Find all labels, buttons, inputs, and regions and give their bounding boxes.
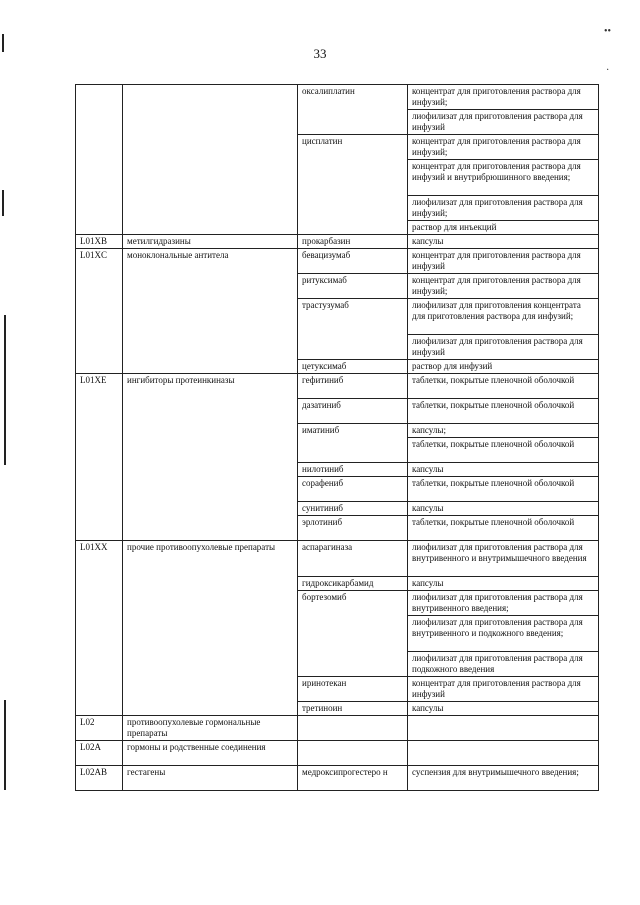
table-row [76,249,599,274]
dosage-form-cell: лиофилизат для приготовления раствора для инфузий; [408,196,599,221]
dosage-form-cell [408,716,599,741]
drug-name-cell: медроксипрогестеро н [298,766,408,791]
table-row [76,235,599,249]
dosage-form-cell: концентрат для приготовления раствора для инфузий [408,249,599,274]
dosage-form-cell: концентрат для приготовления раствора для инфузий и внутрибрюшинного введения; [408,160,599,196]
atc-code-cell: L02AB [76,766,123,791]
drug-name-cell: трастузумаб [298,299,408,360]
dosage-form-cell: капсулы [408,502,599,516]
group-name-cell: прочие противоопухолевые препараты [123,541,298,716]
drug-name-cell: гидроксикарбамид [298,577,408,591]
dosage-form-cell: лиофилизат для приготовления раствора для инфузий [408,335,599,360]
atc-code-cell: L01XX [76,541,123,716]
scan-edge-mark [4,700,6,790]
corner-mark-top: •• [604,26,612,37]
dosage-form-cell: таблетки, покрытые пленочной оболочкой [408,477,599,502]
group-name-cell: противоопухолевые гормональные препараты [123,716,298,741]
drug-name-cell: аспарагиназа [298,541,408,577]
dosage-form-cell: лиофилизат для приготовления концентрата для приготовления раствора для инфузий; [408,299,599,335]
dosage-form-cell: лиофилизат для приготовления раствора для внутривенного и внутримышечного введения [408,541,599,577]
drug-name-cell: прокарбазин [298,235,408,249]
drug-name-cell: сорафениб [298,477,408,502]
dosage-form-cell: таблетки, покрытые пленочной оболочкой [408,399,599,424]
dosage-form-cell: таблетки, покрытые пленочной оболочкой [408,516,599,541]
drug-name-cell: гефитиниб [298,374,408,399]
drug-name-cell [298,716,408,741]
dosage-form-cell: раствор для инфузий [408,360,599,374]
dosage-form-cell: раствор для инъекций [408,221,599,235]
drug-name-cell: ритуксимаб [298,274,408,299]
corner-mark-second: ․ [606,62,610,73]
page-number: 33 [313,46,327,61]
table-row [76,374,599,399]
drug-table [75,84,599,791]
table-row [76,716,599,741]
dosage-form-cell: концентрат для приготовления раствора для инфузий; [408,274,599,299]
group-name-cell: гормоны и родственные соединения [123,741,298,766]
atc-code-cell: L02 [76,716,123,741]
atc-code-cell [76,85,123,235]
drug-name-cell: оксалиплатин [298,85,408,135]
dosage-form-cell: лиофилизат для приготовления раствора для инфузий [408,110,599,135]
atc-code-cell: L01XC [76,249,123,374]
drug-name-cell: иматиниб [298,424,408,463]
group-name-cell [123,85,298,235]
table-row [76,741,599,766]
dosage-form-cell [408,741,599,766]
scan-edge-mark [4,315,6,465]
table-row [76,85,599,110]
drug-name-cell [298,741,408,766]
dosage-form-cell: капсулы [408,235,599,249]
atc-code-cell: L01XE [76,374,123,541]
dosage-form-cell: капсулы [408,702,599,716]
dosage-form-cell: капсулы [408,577,599,591]
drug-name-cell: бортезомиб [298,591,408,677]
drug-name-cell: иринотекан [298,677,408,702]
dosage-form-cell: таблетки, покрытые пленочной оболочкой [408,374,599,399]
dosage-form-cell: лиофилизат для приготовления раствора для подкожного введения [408,652,599,677]
drug-name-cell: эрлотиниб [298,516,408,541]
dosage-form-cell: концентрат для приготовления раствора для инфузий; [408,135,599,160]
table-row [76,766,599,791]
drug-name-cell: цетуксимаб [298,360,408,374]
table-row [76,541,599,577]
group-name-cell: ингибиторы протеинкиназы [123,374,298,541]
drug-name-cell: дазатиниб [298,399,408,424]
dosage-form-cell: таблетки, покрытые пленочной оболочкой [408,438,599,463]
dosage-form-cell: суспензия для внутримышечного введения; [408,766,599,791]
dosage-form-cell: концентрат для приготовления раствора для инфузий [408,677,599,702]
dosage-form-cell: капсулы [408,463,599,477]
drug-name-cell: нилотиниб [298,463,408,477]
group-name-cell: гестагены [123,766,298,791]
atc-code-cell: L02A [76,741,123,766]
atc-code-cell: L01XB [76,235,123,249]
scan-edge-mark [2,34,4,52]
group-name-cell: моноклональные антитела [123,249,298,374]
drug-name-cell: бевацизумаб [298,249,408,274]
drug-name-cell: сунитиниб [298,502,408,516]
dosage-form-cell: концентрат для приготовления раствора для инфузий; [408,85,599,110]
dosage-form-cell: лиофилизат для приготовления раствора для внутривенного введения; [408,591,599,616]
dosage-form-cell: капсулы; [408,424,599,438]
dosage-form-cell: лиофилизат для приготовления раствора для внутривенного и подкожного введения; [408,616,599,652]
scan-edge-mark [2,190,4,216]
group-name-cell: метилгидразины [123,235,298,249]
drug-name-cell: цисплатин [298,135,408,235]
drug-name-cell: третиноин [298,702,408,716]
